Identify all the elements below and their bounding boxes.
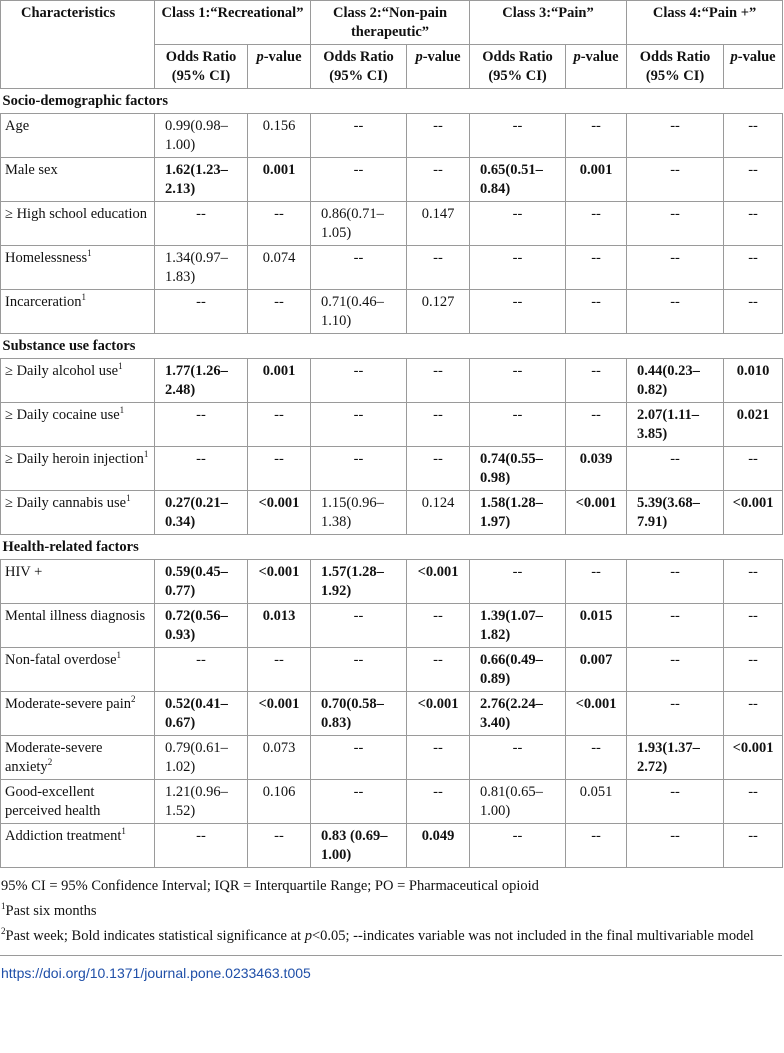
odds-ratio-header: Odds Ratio (95% CI) bbox=[470, 45, 566, 89]
p-value-cell: <0.001 bbox=[248, 491, 311, 535]
odds-ratio-cell: -- bbox=[311, 403, 407, 447]
odds-ratio-cell: 0.70(0.58–0.83) bbox=[311, 692, 407, 736]
row-label: ≥ High school education bbox=[1, 202, 155, 246]
doi-link[interactable]: https://doi.org/10.1371/journal.pone.0233463.t005 bbox=[1, 965, 311, 981]
odds-ratio-cell: -- bbox=[627, 824, 724, 868]
p-value-cell: 0.010 bbox=[724, 359, 783, 403]
class-4-header: Class 4:“Pain +” bbox=[627, 1, 783, 45]
row-label: ≥ Daily cocaine use$^1$ bbox=[1, 403, 155, 447]
odds-ratio-cell: 1.93(1.37–2.72) bbox=[627, 736, 724, 780]
row-label: Age bbox=[1, 114, 155, 158]
odds-ratio-cell: 0.71(0.46–1.10) bbox=[311, 290, 407, 334]
p-value-header: p-value bbox=[724, 45, 783, 89]
odds-ratio-cell: 0.65(0.51–0.84) bbox=[470, 158, 566, 202]
odds-ratio-cell: -- bbox=[627, 246, 724, 290]
p-value-cell: -- bbox=[407, 780, 470, 824]
row-label: Non-fatal overdose$^1$ bbox=[1, 648, 155, 692]
table-row bbox=[1, 824, 783, 868]
odds-ratio-cell: 1.34(0.97–1.83) bbox=[155, 246, 248, 290]
row-label: HIV + bbox=[1, 560, 155, 604]
p-value-cell: -- bbox=[407, 246, 470, 290]
p-value-cell: -- bbox=[724, 604, 783, 648]
p-value-cell: 0.013 bbox=[248, 604, 311, 648]
p-value-cell: -- bbox=[724, 246, 783, 290]
odds-ratio-cell: -- bbox=[311, 359, 407, 403]
p-value-cell: 0.001 bbox=[566, 158, 627, 202]
odds-ratio-cell: 0.72(0.56–0.93) bbox=[155, 604, 248, 648]
p-value-cell: 0.021 bbox=[724, 403, 783, 447]
p-value-cell: <0.001 bbox=[248, 692, 311, 736]
odds-ratio-cell: -- bbox=[627, 604, 724, 648]
p-value-cell: -- bbox=[248, 824, 311, 868]
p-value-cell: -- bbox=[724, 290, 783, 334]
p-value-cell: -- bbox=[248, 447, 311, 491]
odds-ratio-cell: -- bbox=[627, 648, 724, 692]
row-label: ≥ Daily cannabis use$^1$ bbox=[1, 491, 155, 535]
table-row bbox=[1, 447, 783, 491]
odds-ratio-cell: -- bbox=[311, 780, 407, 824]
p-value-cell: -- bbox=[566, 560, 627, 604]
p-value-cell: 0.073 bbox=[248, 736, 311, 780]
odds-ratio-cell: -- bbox=[311, 604, 407, 648]
p-value-cell: 0.049 bbox=[407, 824, 470, 868]
odds-ratio-cell: -- bbox=[470, 736, 566, 780]
table-row bbox=[1, 736, 783, 780]
odds-ratio-cell: -- bbox=[470, 202, 566, 246]
odds-ratio-cell: -- bbox=[155, 447, 248, 491]
p-value-cell: -- bbox=[566, 246, 627, 290]
p-value-cell: -- bbox=[248, 648, 311, 692]
odds-ratio-header: Odds Ratio (95% CI) bbox=[627, 45, 724, 89]
p-value-cell: -- bbox=[407, 736, 470, 780]
odds-ratio-header: Odds Ratio (95% CI) bbox=[311, 45, 407, 89]
p-value-cell: -- bbox=[566, 114, 627, 158]
p-value-cell: 0.124 bbox=[407, 491, 470, 535]
class-3-header: Class 3:“Pain” bbox=[470, 1, 627, 45]
class-2-header: Class 2:“Non-pain therapeutic” bbox=[311, 1, 470, 45]
odds-ratio-cell: 0.66(0.49–0.89) bbox=[470, 648, 566, 692]
odds-ratio-cell: -- bbox=[627, 290, 724, 334]
row-label: ≥ Daily alcohol use$^1$ bbox=[1, 359, 155, 403]
p-value-cell: -- bbox=[566, 202, 627, 246]
row-label: Addiction treatment$^1$ bbox=[1, 824, 155, 868]
odds-ratio-cell: 5.39(3.68–7.91) bbox=[627, 491, 724, 535]
odds-ratio-cell: -- bbox=[470, 246, 566, 290]
p-value-cell: -- bbox=[407, 158, 470, 202]
p-value-cell: -- bbox=[248, 290, 311, 334]
table-row bbox=[1, 491, 783, 535]
p-value-cell: -- bbox=[248, 202, 311, 246]
section-title: Socio-demographic factors bbox=[1, 89, 783, 114]
header-row-classes bbox=[1, 1, 783, 45]
odds-ratio-cell: -- bbox=[627, 447, 724, 491]
table-row bbox=[1, 359, 783, 403]
odds-ratio-cell: 0.52(0.41–0.67) bbox=[155, 692, 248, 736]
odds-ratio-cell: 0.81(0.65–1.00) bbox=[470, 780, 566, 824]
odds-ratio-cell: 1.58(1.28–1.97) bbox=[470, 491, 566, 535]
table-row bbox=[1, 246, 783, 290]
table-footnotes bbox=[0, 868, 784, 949]
p-value-cell: <0.001 bbox=[566, 692, 627, 736]
p-value-cell: -- bbox=[724, 158, 783, 202]
p-value-cell: -- bbox=[566, 824, 627, 868]
odds-ratio-cell: -- bbox=[470, 114, 566, 158]
p-value-cell: 0.015 bbox=[566, 604, 627, 648]
row-label: Incarceration$^1$ bbox=[1, 290, 155, 334]
odds-ratio-cell: -- bbox=[155, 403, 248, 447]
section-header-row bbox=[1, 334, 783, 359]
p-value-cell: 0.007 bbox=[566, 648, 627, 692]
odds-ratio-cell: 1.77(1.26–2.48) bbox=[155, 359, 248, 403]
odds-ratio-cell: -- bbox=[311, 158, 407, 202]
odds-ratio-cell: -- bbox=[155, 290, 248, 334]
odds-ratio-cell: -- bbox=[470, 824, 566, 868]
p-value-cell: -- bbox=[407, 447, 470, 491]
row-label: ≥ Daily heroin injection$^1$ bbox=[1, 447, 155, 491]
odds-ratio-cell: 0.99(0.98–1.00) bbox=[155, 114, 248, 158]
table-row bbox=[1, 202, 783, 246]
p-value-cell: -- bbox=[248, 403, 311, 447]
odds-ratio-cell: -- bbox=[627, 158, 724, 202]
p-value-header: p-value bbox=[566, 45, 627, 89]
p-value-cell: 0.001 bbox=[248, 359, 311, 403]
odds-ratio-cell: 0.79(0.61–1.02) bbox=[155, 736, 248, 780]
odds-ratio-cell: 1.62(1.23–2.13) bbox=[155, 158, 248, 202]
odds-ratio-cell: 1.15(0.96–1.38) bbox=[311, 491, 407, 535]
odds-ratio-cell: -- bbox=[155, 202, 248, 246]
odds-ratio-cell: 0.86(0.71–1.05) bbox=[311, 202, 407, 246]
p-value-cell: -- bbox=[724, 202, 783, 246]
odds-ratio-cell: -- bbox=[311, 246, 407, 290]
p-value-cell: 0.001 bbox=[248, 158, 311, 202]
abbreviations-note: 95% CI = 95% Confidence Interval; IQR = Interquartile Range; PO = Pharmaceutical opioid bbox=[1, 878, 539, 894]
section-header-row bbox=[1, 535, 783, 560]
p-value-cell: -- bbox=[407, 604, 470, 648]
p-value-cell: -- bbox=[407, 114, 470, 158]
row-label: Mental illness diagnosis bbox=[1, 604, 155, 648]
p-value-cell: <0.001 bbox=[248, 560, 311, 604]
p-value-cell: -- bbox=[566, 359, 627, 403]
odds-ratio-cell: -- bbox=[155, 824, 248, 868]
odds-ratio-cell: 0.44(0.23–0.82) bbox=[627, 359, 724, 403]
odds-ratio-cell: -- bbox=[470, 359, 566, 403]
p-value-cell: -- bbox=[407, 648, 470, 692]
table-row bbox=[1, 114, 783, 158]
p-value-cell: -- bbox=[566, 736, 627, 780]
odds-ratio-cell: -- bbox=[627, 202, 724, 246]
row-label: Moderate-severe anxiety$^2$ bbox=[1, 736, 155, 780]
table-row bbox=[1, 604, 783, 648]
table-row bbox=[1, 560, 783, 604]
p-value-cell: <0.001 bbox=[566, 491, 627, 535]
footnote-1: $^1$Past six months bbox=[1, 901, 97, 919]
p-value-cell: -- bbox=[407, 359, 470, 403]
p-value-cell: -- bbox=[724, 824, 783, 868]
odds-ratio-header: Odds Ratio (95% CI) bbox=[155, 45, 248, 89]
p-value-cell: <0.001 bbox=[724, 736, 783, 780]
characteristics-header: Characteristics bbox=[1, 1, 155, 89]
table-row bbox=[1, 403, 783, 447]
odds-ratio-cell: -- bbox=[627, 692, 724, 736]
odds-ratio-cell: 1.21(0.96–1.52) bbox=[155, 780, 248, 824]
odds-ratio-cell: 0.83 (0.69–1.00) bbox=[311, 824, 407, 868]
p-value-cell: 0.106 bbox=[248, 780, 311, 824]
odds-ratio-cell: -- bbox=[311, 447, 407, 491]
p-value-cell: -- bbox=[724, 114, 783, 158]
odds-ratio-cell: 0.59(0.45–0.77) bbox=[155, 560, 248, 604]
section-header-row bbox=[1, 89, 783, 114]
odds-ratio-cell: 0.27(0.21–0.34) bbox=[155, 491, 248, 535]
odds-ratio-cell: -- bbox=[155, 648, 248, 692]
p-value-cell: -- bbox=[724, 648, 783, 692]
p-value-cell: -- bbox=[566, 290, 627, 334]
odds-ratio-cell: -- bbox=[470, 403, 566, 447]
table-row bbox=[1, 692, 783, 736]
odds-ratio-cell: -- bbox=[627, 780, 724, 824]
row-label: Moderate-severe pain$^2$ bbox=[1, 692, 155, 736]
footnote-2: $^2$Past week; Bold indicates statistical significance at p<0.05; --indicates variable was not included in the final multivariable model bbox=[1, 926, 754, 944]
odds-ratio-cell: -- bbox=[627, 560, 724, 604]
p-value-cell: 0.074 bbox=[248, 246, 311, 290]
odds-ratio-cell: 1.57(1.28–1.92) bbox=[311, 560, 407, 604]
odds-ratio-cell: -- bbox=[311, 648, 407, 692]
p-value-cell: 0.127 bbox=[407, 290, 470, 334]
p-value-cell: 0.156 bbox=[248, 114, 311, 158]
p-value-header: p-value bbox=[407, 45, 470, 89]
odds-ratio-cell: -- bbox=[311, 114, 407, 158]
p-value-cell: -- bbox=[724, 692, 783, 736]
odds-ratio-cell: -- bbox=[470, 290, 566, 334]
section-title: Substance use factors bbox=[1, 334, 783, 359]
section-title: Health-related factors bbox=[1, 535, 783, 560]
row-label: Good-excellent perceived health bbox=[1, 780, 155, 824]
p-value-cell: -- bbox=[407, 403, 470, 447]
p-value-cell: -- bbox=[724, 560, 783, 604]
class-1-header: Class 1:“Recreational” bbox=[155, 1, 311, 45]
odds-ratio-cell: 1.39(1.07–1.82) bbox=[470, 604, 566, 648]
p-value-cell: -- bbox=[724, 447, 783, 491]
table-row bbox=[1, 780, 783, 824]
p-value-cell: -- bbox=[566, 403, 627, 447]
p-value-cell: -- bbox=[724, 780, 783, 824]
row-label: Homelessness$^1$ bbox=[1, 246, 155, 290]
p-value-cell: 0.039 bbox=[566, 447, 627, 491]
table-row bbox=[1, 290, 783, 334]
odds-ratio-cell: 2.76(2.24–3.40) bbox=[470, 692, 566, 736]
odds-ratio-cell: 0.74(0.55–0.98) bbox=[470, 447, 566, 491]
table-row bbox=[1, 158, 783, 202]
p-value-cell: 0.051 bbox=[566, 780, 627, 824]
odds-ratio-cell: -- bbox=[311, 736, 407, 780]
p-value-cell: 0.147 bbox=[407, 202, 470, 246]
p-value-cell: <0.001 bbox=[407, 560, 470, 604]
p-value-header: p-value bbox=[248, 45, 311, 89]
row-label: Male sex bbox=[1, 158, 155, 202]
odds-ratio-cell: -- bbox=[627, 114, 724, 158]
odds-ratio-cell: -- bbox=[470, 560, 566, 604]
p-value-cell: <0.001 bbox=[724, 491, 783, 535]
table-body bbox=[1, 89, 783, 868]
odds-ratio-cell: 2.07(1.11–3.85) bbox=[627, 403, 724, 447]
p-value-cell: <0.001 bbox=[407, 692, 470, 736]
table-row bbox=[1, 648, 783, 692]
